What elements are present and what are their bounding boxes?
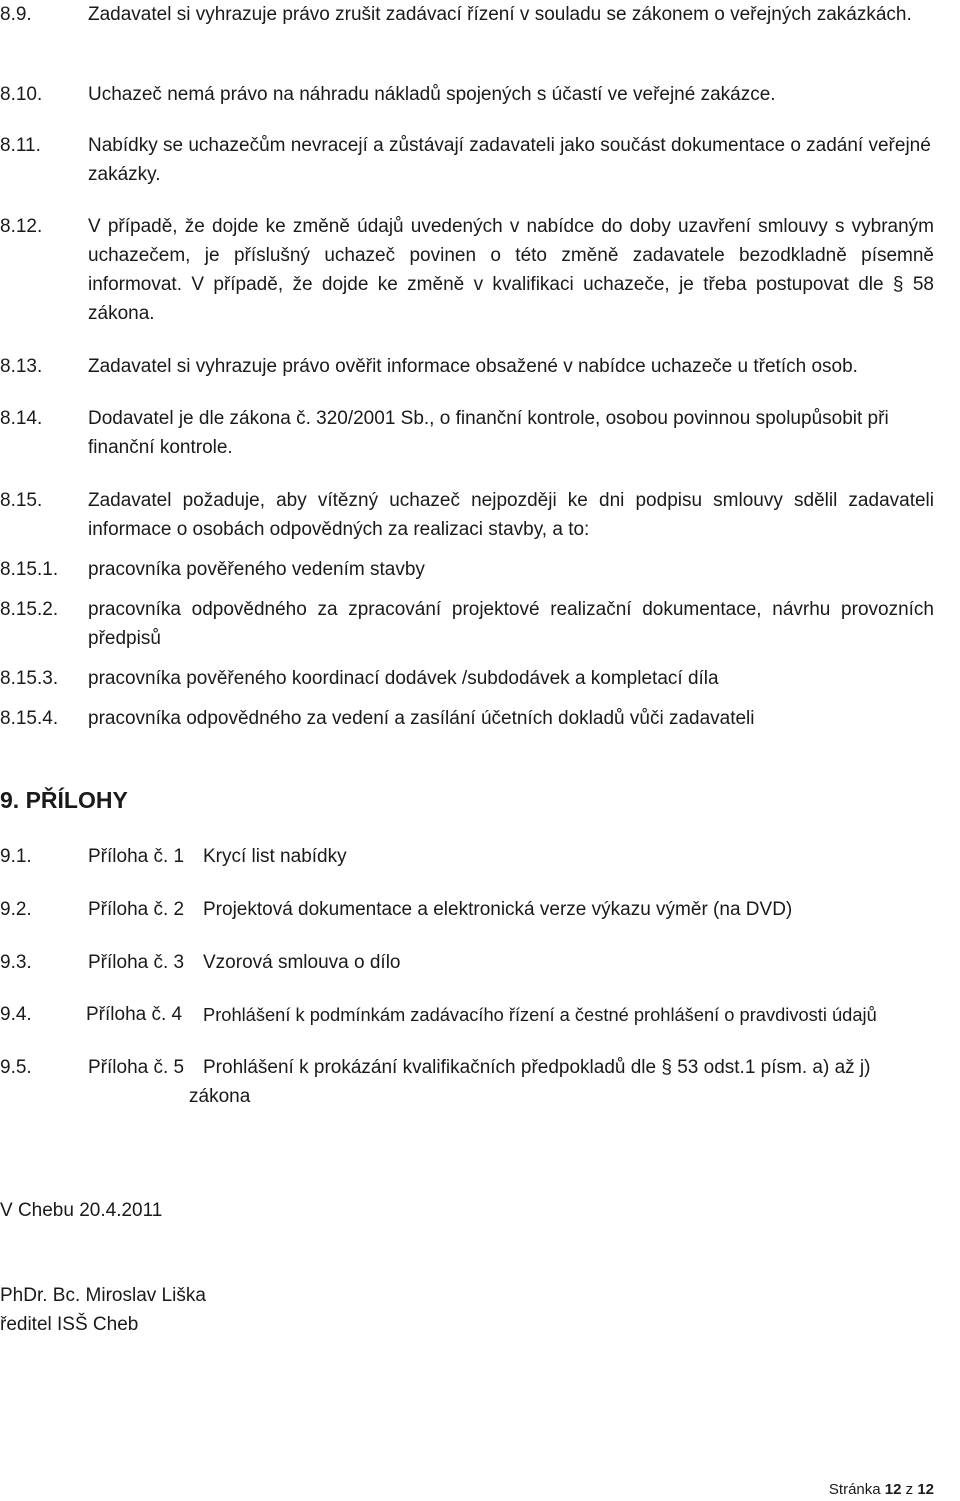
clause-number: 8.14. bbox=[0, 408, 43, 429]
clause-8-9 bbox=[0, 0, 934, 29]
clause-text: Uchazeč nemá právo na náhradu nákladů spojených s účastí ve veřejné zakázce. bbox=[88, 84, 776, 105]
footer-page-number: 12 bbox=[884, 1481, 902, 1498]
annex-title: Vzorová smlouva o dílo bbox=[203, 952, 401, 973]
clause-text: V případě, že dojde ke změně údajů uvedených v nabídce do doby uzavření smlouvy s vybraným uchazečem, je příslušný uchazeč povinen o této změně zadavatele bezodkladně písemně informovat. V případě, že dojde ke změně v kvalifikaci uchazeče, je třeba postupovat dle § 58 zákona. bbox=[88, 216, 934, 324]
footer-separator: z bbox=[905, 1481, 914, 1498]
clause-text: pracovníka odpovědného za vedení a zasílání účetních dokladů vůči zadavateli bbox=[88, 708, 755, 729]
clause-8-12 bbox=[0, 212, 934, 328]
annex-title: Projektová dokumentace a elektronická verze výkazu výměr (na DVD) bbox=[203, 899, 793, 920]
clause-text: Dodavatel je dle zákona č. 320/2001 Sb., o finanční kontrole, osobou povinnou spolupůsobit při finanční kontrole. bbox=[88, 408, 889, 458]
clause-number: 8.15.2. bbox=[0, 599, 59, 620]
clause-number: 8.15. bbox=[0, 490, 43, 511]
annex-number: 9.2. bbox=[0, 899, 32, 920]
page-footer bbox=[829, 1480, 934, 1500]
annex-label: Příloha č. 1 bbox=[88, 846, 185, 867]
clause-text: Nabídky se uchazečům nevracejí a zůstávají zadavateli jako součást dokumentace o zadání veřejné zakázky. bbox=[88, 135, 931, 185]
annex-label: Příloha č. 4 bbox=[86, 1004, 183, 1025]
clause-number: 8.15.1. bbox=[0, 559, 59, 580]
clause-number: 8.15.3. bbox=[0, 668, 59, 689]
clause-number: 8.13. bbox=[0, 356, 43, 377]
clause-8-15 bbox=[0, 486, 934, 544]
annex-title: Krycí list nabídky bbox=[203, 846, 347, 867]
annex-label: Příloha č. 5 bbox=[88, 1057, 185, 1078]
clause-8-10 bbox=[0, 80, 934, 109]
signatory-name: PhDr. Bc. Miroslav Liška bbox=[0, 1285, 206, 1306]
clause-8-14 bbox=[0, 404, 934, 462]
clause-number: 8.10. bbox=[0, 84, 43, 105]
footer-total-pages: 12 bbox=[917, 1481, 934, 1498]
annex-number: 9.3. bbox=[0, 952, 32, 973]
annex-label: Příloha č. 2 bbox=[88, 899, 185, 920]
clause-text: Zadavatel si vyhrazuje právo zrušit zadávací řízení v souladu se zákonem o veřejných zakázkách. bbox=[88, 4, 912, 25]
annex-number: 9.5. bbox=[0, 1057, 32, 1078]
annex-title-continuation: zákona bbox=[189, 1086, 251, 1107]
annex-label: Příloha č. 3 bbox=[88, 952, 185, 973]
clause-8-15-4 bbox=[0, 704, 934, 733]
annex-number: 9.1. bbox=[0, 846, 32, 867]
clause-text: pracovníka odpovědného za zpracování projektové realizační dokumentace, návrhu provozních předpisů bbox=[88, 599, 934, 649]
clause-8-15-3 bbox=[0, 664, 934, 693]
clause-number: 8.12. bbox=[0, 216, 43, 237]
section-heading-attachments: 9. PŘÍLOHY bbox=[0, 787, 128, 813]
place-and-date: V Chebu 20.4.2011 bbox=[0, 1200, 163, 1221]
clause-number: 8.9. bbox=[0, 4, 32, 25]
clause-text: pracovníka pověřeného koordinací dodávek /subdodávek a kompletací díla bbox=[88, 668, 719, 689]
clause-text: Zadavatel požaduje, aby vítězný uchazeč nejpozději ke dni podpisu smlouvy sdělil zadavateli informace o osobách odpovědných za realizaci stavby, a to: bbox=[88, 490, 934, 540]
signatory-role: ředitel ISŠ Cheb bbox=[0, 1314, 139, 1335]
clause-number: 8.11. bbox=[0, 135, 41, 156]
annex-title: Prohlášení k prokázání kvalifikačních předpokladů dle § 53 odst.1 písm. a) až j) bbox=[203, 1057, 871, 1078]
annex-title: Prohlášení k podmínkám zadávacího řízení a čestné prohlášení o pravdivosti údajů bbox=[203, 1004, 877, 1025]
clause-number: 8.15.4. bbox=[0, 708, 59, 729]
clause-8-11 bbox=[0, 131, 934, 189]
annex-number: 9.4. bbox=[0, 1004, 32, 1025]
clause-text: pracovníka pověřeného vedením stavby bbox=[88, 559, 425, 580]
footer-prefix: Stránka bbox=[828, 1481, 881, 1498]
clause-text: Zadavatel si vyhrazuje právo ověřit informace obsažené v nabídce uchazeče u třetích osob. bbox=[88, 356, 858, 377]
clause-8-13 bbox=[0, 352, 934, 381]
clause-8-15-1 bbox=[0, 555, 934, 584]
clause-8-15-2 bbox=[0, 595, 934, 653]
